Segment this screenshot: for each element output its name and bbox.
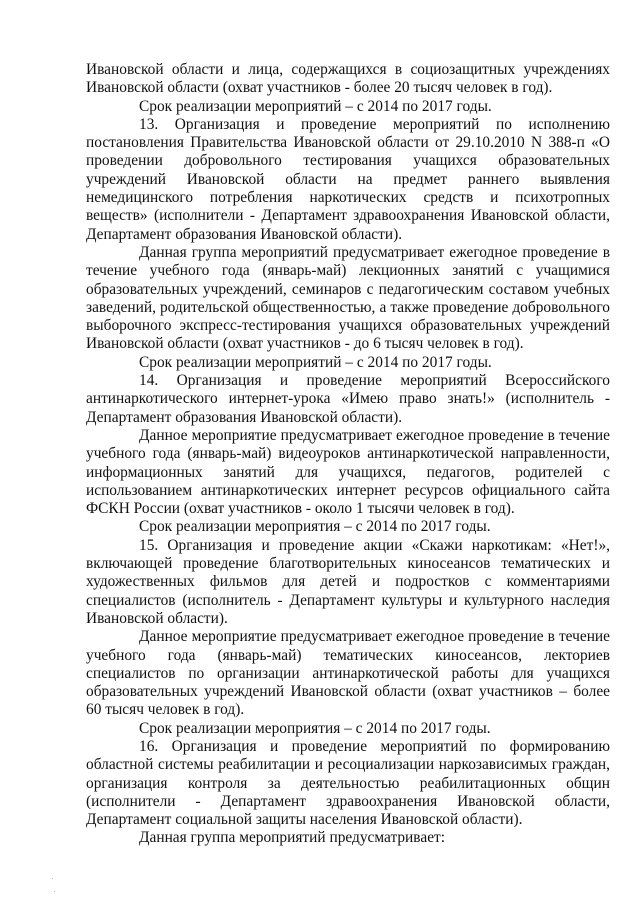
paragraph: 15. Организация и проведение акции «Скажи наркотикам: «Нет!», включающей проведение благотворительных киносеансов тематических и художественных фильмов для детей и подростков с комментариями специалистов (исполнитель - Департамент культуры и культурного наследия Ивановской области). — [86, 536, 610, 627]
paragraph: Ивановской области и лица, содержащихся в социозащитных учреждениях Ивановской области (охват участников - более 20 тысяч человек в год). — [86, 61, 610, 97]
document-body — [86, 61, 610, 848]
paragraph: Срок реализации мероприятий – с 2014 по 2017 годы. — [139, 353, 492, 371]
paragraph: Срок реализации мероприятия – с 2014 по 2017 годы. — [139, 518, 491, 536]
paragraph: Срок реализации мероприятия – с 2014 по 2017 годы. — [139, 719, 491, 737]
scan-speck — [54, 891, 55, 892]
paragraph: Данная группа мероприятий предусматривает ежегодное проведение в течение учебного года (январь-май) лекционных занятий с учащимися образовательных учреждений, семинаров с педагогическим составом учебных заведений, родительской общественностью, а также проведение добровольного выборочного экспресс-тестирования учащихся образовательных учреждений Ивановской области (охват участников - до 6 тысяч человек в год). — [86, 243, 610, 353]
paragraph: 13. Организация и проведение мероприятий по исполнению постановления Правительства Ивановской области от 29.10.2010 N 388-п «О проведении добровольного тестирования учащихся образовательных учреждений Ивановской области на предмет раннего выявления немедицинского потребления наркотических средств и психотропных веществ» (исполнители - Департамент здравоохранения Ивановской области, Департамент образования Ивановской области). — [86, 115, 610, 243]
paragraph: 16. Организация и проведение мероприятий по формированию областной системы реабилитации и ресоциализации наркозависимых граждан, организация контроля за деятельностью реабилитационных общин (исполнители - Департамент здравоохранения Ивановской области, Департамент социальной защиты населения Ивановской области). — [86, 737, 610, 829]
scan-speck — [52, 878, 53, 879]
paragraph: Данное мероприятие предусматривает ежегодное проведение в течение учебного года (январь-май) тематических киносеансов, лекториев специалистов по организации антинаркотической работы для учащихся образовательных учреждений Ивановской области (охват участников – более 60 тысяч человек в год). — [86, 628, 610, 719]
paragraph: Данная группа мероприятий предусматривает: — [139, 829, 446, 847]
paragraph: 14. Организация и проведение мероприятий Всероссийского антинаркотического интернет-урока «Имею право знать!» (исполнитель - Департамент образования Ивановской области). — [86, 372, 610, 426]
paragraph: Данное мероприятие предусматривает ежегодное проведение в течение учебного года (январь-май) видеоуроков антинаркотической направленности, информационных занятий для учащихся, педагогов, родителей с использованием антинаркотических интернет ресурсов официального сайта ФСКН России (охват участников - около 1 тысячи человек в год). — [86, 426, 610, 518]
paragraph: Срок реализации мероприятий – с 2014 по 2017 годы. — [139, 97, 492, 115]
